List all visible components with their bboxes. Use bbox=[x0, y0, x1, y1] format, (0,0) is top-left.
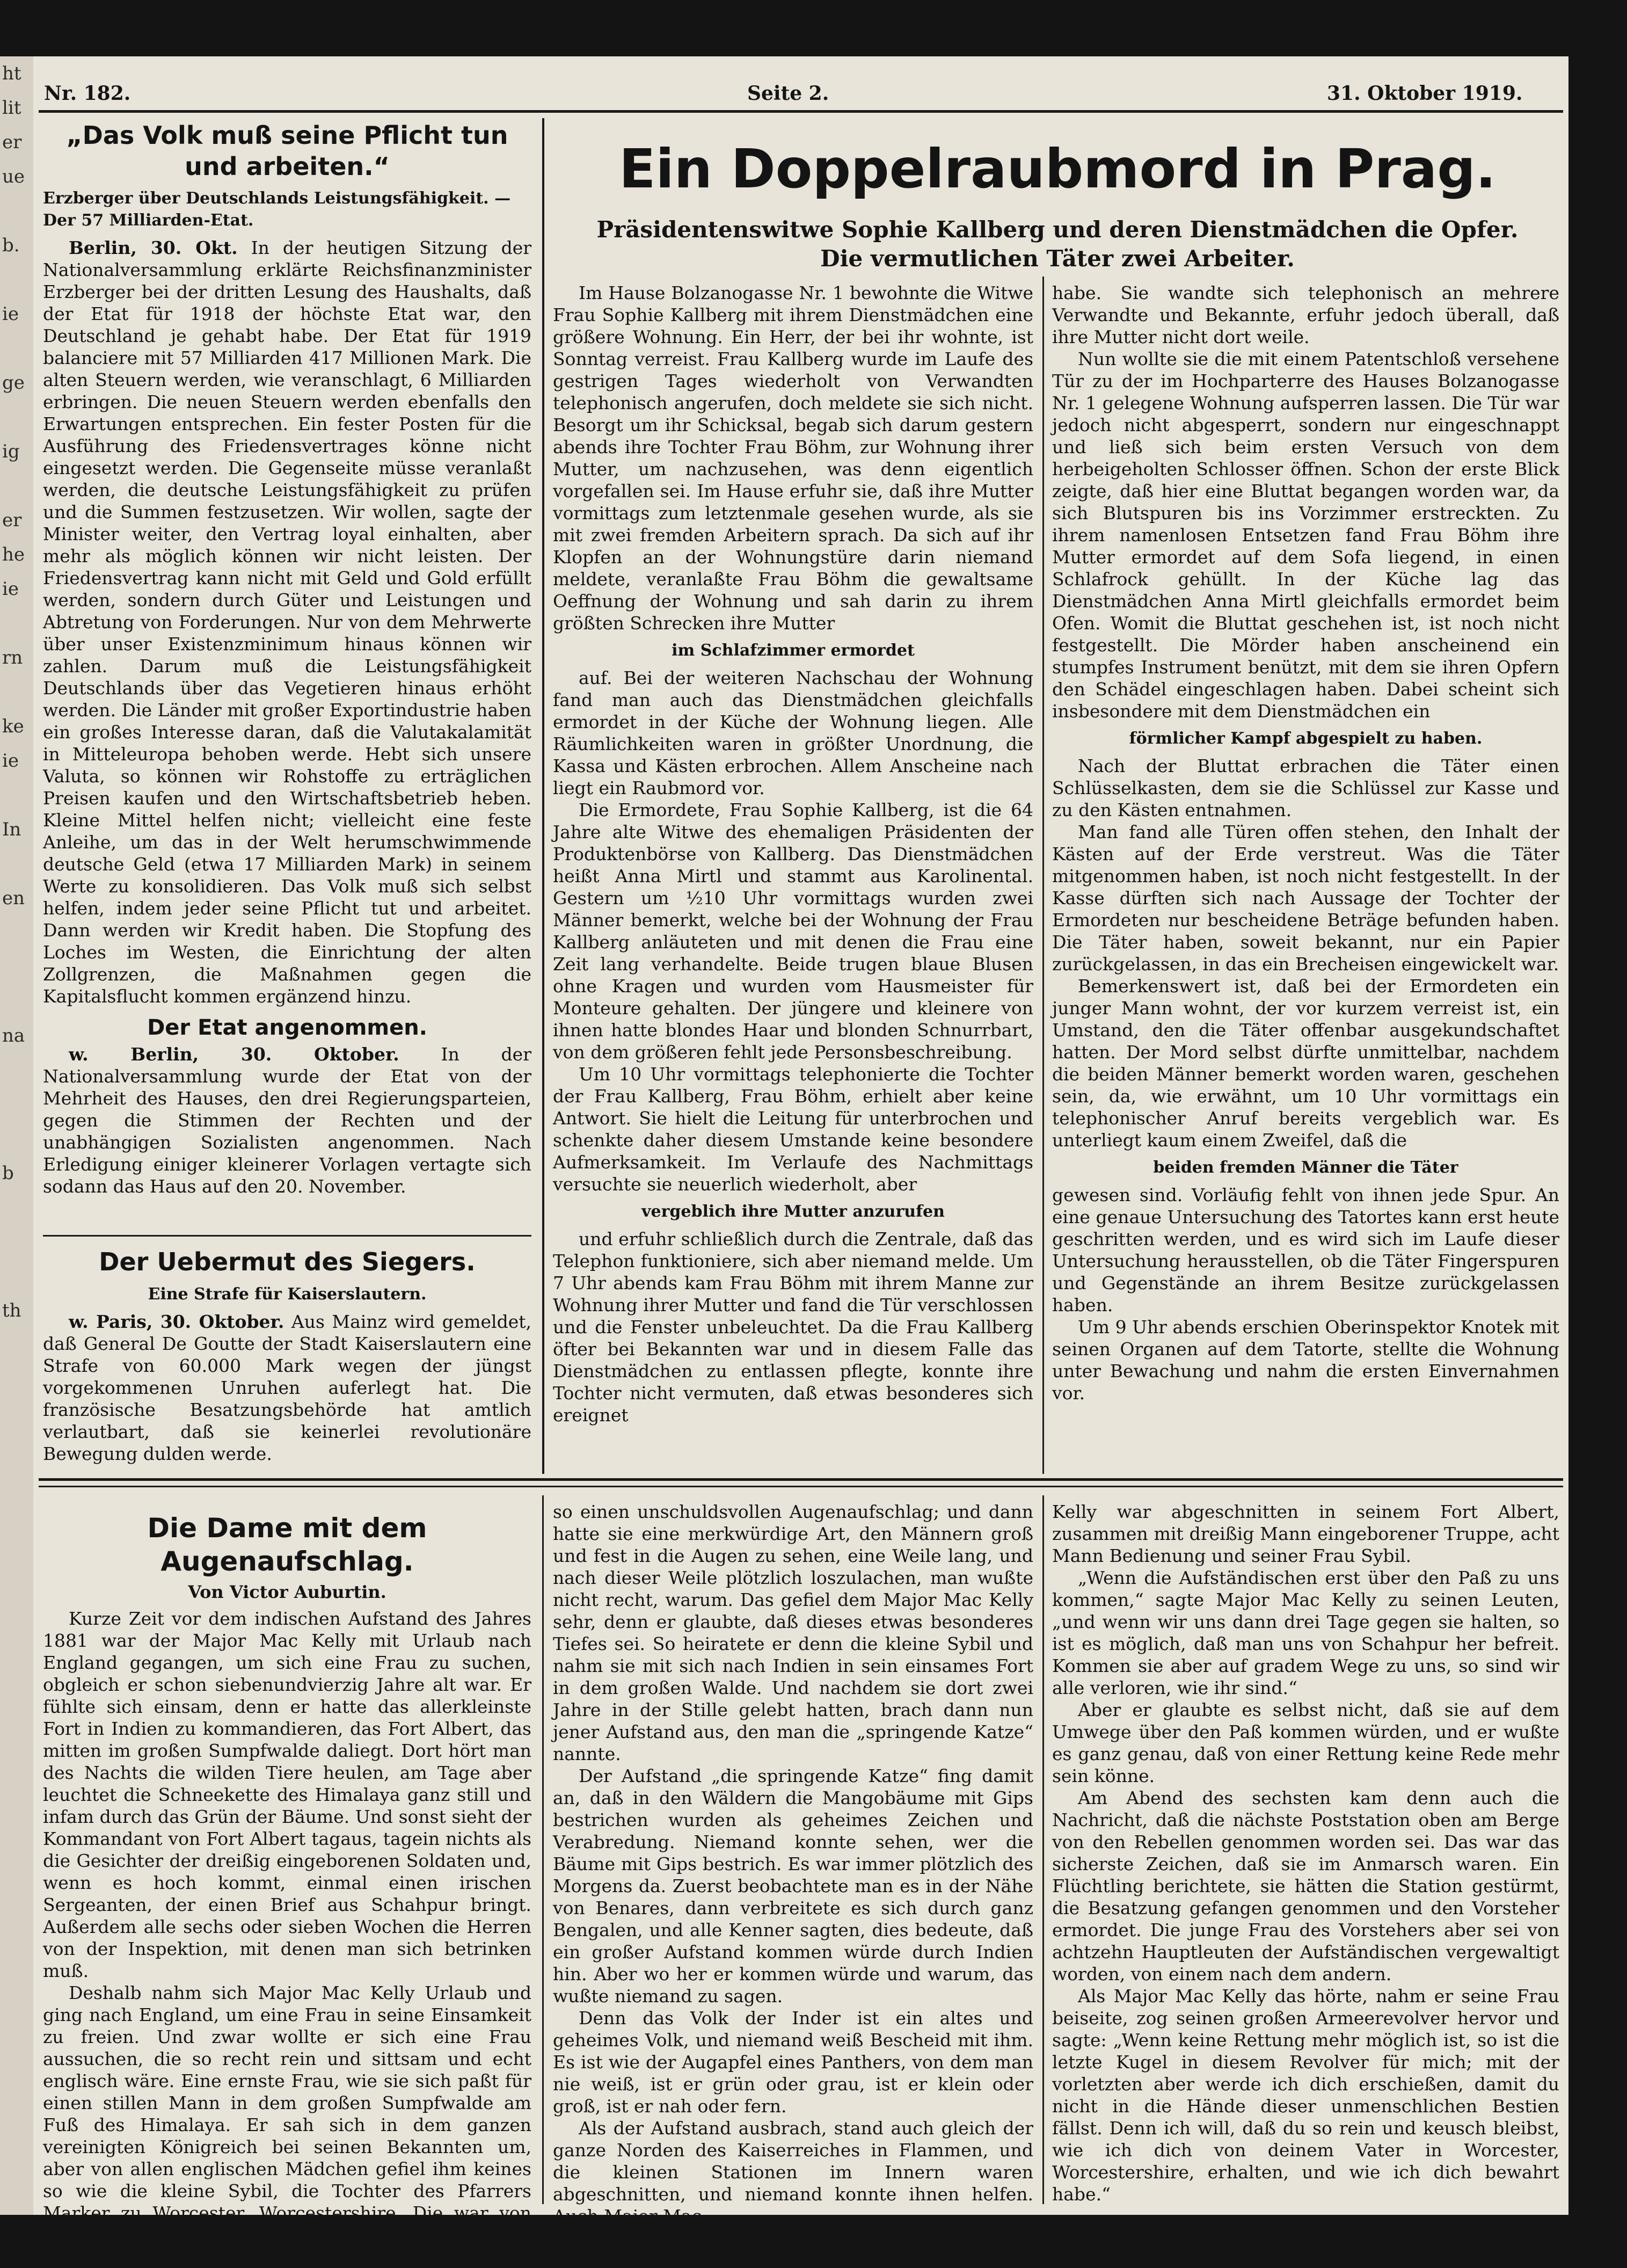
paragraph: Die Ermordete, Frau Sophie Kallberg, ist die 64 Jahre alte Witwe des ehemaligen Präsidenten der Produktenbörse von Kallberg. Das Dienstmädchen heißt Anna Mirtl und stammt aus Karolinental. Gestern um ½10 Uhr vormittags wurden zwei Männer bemerkt, welche bei der Wohnung der Frau Kallberg anläuteten und mit denen die Frau eine Zeit lang verhandelte. Beide trugen blaue Blusen ohne Kragen und wurden vom Hausmeister für Monteure gehalten. Der jüngere und kleinere von ihnen hatte blondes Haar und blonden Schnurrbart, von dem größeren fehlt jede Personsbeschreibung. bbox=[553, 799, 1033, 1063]
scrap-fragment: en bbox=[2, 888, 25, 909]
section-headline: Der Etat angenommen. bbox=[147, 1015, 427, 1040]
article-headline: Die Dame mit dem Augenaufschlag. bbox=[147, 1513, 427, 1577]
article-subheadline: Eine Strafe für Kaiserslautern. bbox=[148, 1285, 427, 1304]
scrap-fragment bbox=[0, 400, 33, 434]
scrap-fragment: na bbox=[2, 1025, 25, 1046]
scrap-fragment bbox=[0, 331, 33, 366]
paragraph: so einen unschuldsvollen Augenaufschlag; und dann hatte sie eine merkwürdige Art, den Männern groß und fest in die Augen zu sehen, eine Weile lang, und nach dieser Weile plötzlich loszulachen, man wußte nicht recht, warum. Das gefiel dem Major Mac Kelly sehr, denn er glaubte, daß dieses etwas besonderes Tiefes sei. So heiratete er denn die kleine Sybil und nahm sie mit sich nach Indien in sein einsames Fort in dem großen Walde. Und nachdem sie dort zwei Jahre in der Stille gelebt hatten, brach dann nun jener Aufstand aus, den man die „springende Katze“ nannte. bbox=[553, 1501, 1033, 1764]
scrap-fragment: ie bbox=[2, 750, 19, 772]
scrap-fragment bbox=[0, 847, 33, 881]
paragraph: gewesen sind. Vorläufig fehlt von ihnen jede Spur. An eine genaue Untersuchung des Tatortes kann erst heute geschritten werden, und es wird sich im Laufe dieser Untersuchung herausstellen, ob die Täter Fingerspuren und Gegenstände an ihrem Besitze zurückgelassen haben. bbox=[1052, 1184, 1559, 1315]
subheading: im Schlafzimmer ermordet bbox=[672, 641, 915, 660]
scrap-fragment bbox=[0, 915, 33, 950]
scrap-fragment bbox=[0, 469, 33, 503]
article-body: In der Nationalversammlung wurde der Etat von der Mehrheit des Hauses, den drei Regierungsparteien, gegen die Stimmen der Rechten und der unabhängigen Sozialisten angenommen. Nach Erledigung einiger kleinerer Vorlagen vertagte sich sodann das Haus auf den 20. November. bbox=[43, 1044, 531, 1197]
scrap-fragment: ie bbox=[2, 578, 19, 600]
scrap-fragment bbox=[0, 1087, 33, 1122]
dame-column-1 bbox=[43, 1501, 531, 2267]
scrap-fragment bbox=[0, 606, 33, 641]
dateline: w. Berlin, 30. Oktober. bbox=[69, 1044, 399, 1065]
scrap-fragment: ht bbox=[2, 63, 21, 84]
scrap-fragment: er bbox=[2, 510, 22, 531]
paragraph: auf. Bei der weiteren Nachschau der Wohnung fand man auch das Dienstmädchen gleichfalls ermordet in der Küche der Wohnung liegen. Alle Räumlichkeiten waren in größter Unordnung, die Kassa und Kästen erbrochen. Allem Anscheine nach liegt ein Raubmord vor. bbox=[553, 667, 1033, 798]
scrap-fragment: he bbox=[2, 544, 25, 565]
newspaper-page bbox=[33, 56, 1568, 2267]
article-sieger bbox=[43, 1246, 531, 1471]
paragraph: „Wenn die Aufständischen erst über den Paß zu uns kommen,“ sagte Major Mac Kelly zu seinen Leuten, „und wenn wir uns dann drei Tage gegen sie halten, so ist es möglich, daß man uns von Schahpur her befreit. Kommen sie aber auf gradem Wege zu uns, so sind wir alle verloren, wie ihr sind.“ bbox=[1052, 1567, 1559, 1698]
scrap-fragment bbox=[0, 1225, 33, 1259]
scrap-fragment: ke bbox=[2, 716, 24, 737]
scrap-fragment bbox=[0, 950, 33, 984]
article-subheadline: Präsidentenswitwe Sophie Kallberg und deren Dienstmädchen die Opfer. bbox=[596, 216, 1519, 243]
article-headline: Der Uebermut des Siegers. bbox=[99, 1247, 476, 1276]
paragraph: Der Aufstand „die springende Katze“ fing damit an, daß in den Wäldern die Mangobäume mit Gips bestrichen wurden als geheimes Zeichen und Verabredung. Niemand konnte sehen, wer die Bäume mit Gips bestrich. Es war immer plötzlich des Morgens da. Zuerst beobachtete man es in der Nähe von Benares, dann verbreitete es sich durch ganz Bengalen, und alle Kenner sagten, dies bedeute, daß ein großer Aufstand kommen würde durch Indien hin. Aber wo her er kommen würde und warum, das wußte niemand zu sagen. bbox=[553, 1765, 1033, 2007]
scrap-fragment bbox=[0, 1190, 33, 1225]
scrap-fragment: rn bbox=[2, 647, 23, 668]
dame-column-3 bbox=[1052, 1501, 1559, 2204]
article-divider bbox=[43, 1235, 531, 1237]
paragraph: Aber er glaubte es selbst nicht, daß sie auf dem Umwege über den Paß kommen würden, und er wußte es ganz genau, daß von einer Rettung keine Rede mehr sein könne. bbox=[1052, 1699, 1559, 1786]
paragraph: Nun wollte sie die mit einem Patentschloß versehene Tür zu der im Hochparterre des Hauses Bolzanogasse Nr. 1 gelegene Wohnung aufsperren lassen. Die Tür war jedoch nicht abgesperrt, sondern nur eingeschnappt und ließ sich beim ersten Versuch von dem herbeigeholten Schlosser öffnen. Schon der erste Blick zeigte, daß hier eine Bluttat begangen worden war, da sich Blutspuren bis ins Vorzimmer erstreckten. Zu ihrem namenlosen Entsetzen fand Frau Böhm ihre Mutter ermordet auf dem Sofa liegend, in einen Schlafrock gehüllt. In der Küche lag das Dienstmädchen Anna Mirtl gleichfalls ermordet beim Ofen. Womit die Bluttat geschehen ist, ist noch nicht festgestellt. Die Mörder haben anscheinend ein stumpfes Instrument benützt, mit dem sie ihren Opfern den Schädel eingeschlagen haben. Dabei scheint sich insbesondere mit dem Dienstmädchen ein bbox=[1052, 348, 1559, 722]
scrap-fragment: ig bbox=[2, 441, 20, 462]
byline: Von Victor Auburtin. bbox=[188, 1582, 386, 1602]
paragraph: Bemerkenswert ist, daß bei der Ermordeten ein junger Mann wohnt, der vor kurzem verreist ist, ein Umstand, den die Täter offenbar ausgekundschaftet hatten. Der Mord selbst dürfte unmittelbar, nachdem die beiden Männer bemerkt worden waren, geschehen sein, da, wie erwähnt, um 10 Uhr vormittags ein telephonischer Anruf bereits vergeblich war. Es unterliegt kaum einem Zweifel, daß die bbox=[1052, 976, 1559, 1151]
dateline: Berlin, 30. Okt. bbox=[69, 237, 238, 258]
article-body: In der heutigen Sitzung der Nationalversammlung erklärte Reichsfinanzminister Erzberger bei der dritten Lesung des Haushalts, daß der Etat für 1918 der höchste Etat war, den Deutschland je gehabt habe. Der Etat für 1919 balanciere mit 57 Milliarden 417 Millionen Mark. Die alten Steuern werden, wie veranschlagt, 6 Milliarden erbringen. Die neuen Steuern werden ebenfalls den Erwartungen entsprechen. Ein fester Posten für die Ausführung des Friedensvertrages könne nicht eingesetzt werden. Die Gegenseite müsse veranlaßt werden, die deutsche Leistungsfähigkeit zu prüfen und die Summen festzusetzen. Wir wollen, sagte der Minister weiter, den Vertrag loyal einhalten, aber mehr als möglich können wir nicht leisten. Der Friedensvertrag kann nicht mit Geld und Gold erfüllt werden, sondern durch Güter und Leistungen und Abtretung von Forderungen. Nur von dem Mehrwerte über unser Existenzminimum hinaus können wir zahlen. Darum muß die Leistungsfähigkeit Deutschlands über das Vegetieren hinaus erhöht werden. Die Länder mit großer Exportindustrie haben ein großes Interesse daran, daß die Valutakalamität in Mitteleuropa behoben werde. Hebt sich unsere Valuta, so können wir Rohstoffe zu erträglichen Preisen kaufen und den Wirtschaftsbetrieb heben. Kleine Mittel helfen nicht; vielleicht eine feste Anleihe, um das in der Welt herumschwimmende deutsche Geld (etwa 17 Milliarden Mark) in seinem Werte zu konsolidieren. Das Volk muß sich selbst helfen, indem jeder seine Pflicht tut und arbeitet. Dann werden wir Kredit haben. Die Stopfung des Loches im Westen, die Einrichtung der alten Zollgrenzen, die Maßnahmen gegen die Kapitalsflucht kommen ergänzend hinzu. bbox=[43, 237, 532, 1007]
header-rule bbox=[39, 110, 1563, 113]
dateline: w. Paris, 30. Oktober. bbox=[69, 1311, 284, 1332]
paragraph: Kelly war abgeschnitten in seinem Fort Albert, zusammen mit dreißig Mann eingeborener Truppe, acht Mann Bedienung und seiner Frau Sybil. bbox=[1052, 1501, 1559, 1566]
raubmord-column-1 bbox=[553, 282, 1033, 1463]
column-divider bbox=[542, 118, 544, 1474]
article-body: Aus Mainz wird gemeldet, daß General De Goutte der Stadt Kaiserslautern eine Strafe von 60.000 Mark wegen der jüngst vorgekommenen Unruhen auferlegt hat. Die französische Besatzungsbehörde hat amtlich verlautbart, daß sie keinerlei revolutionäre Bewegung dulden werde. bbox=[43, 1311, 531, 1464]
scrap-fragment bbox=[0, 778, 33, 812]
scrap-fragment: ie bbox=[2, 303, 19, 325]
scrap-fragment: er bbox=[2, 132, 22, 153]
subheading: vergeblich ihre Mutter anzurufen bbox=[641, 1202, 945, 1221]
paragraph: Am Abend des sechsten kam denn auch die Nachricht, daß die nächste Poststation oben am Berge von den Rebellen genommen worden sei. Das war das sicherste Zeichen, daß sie im Anmarsch waren. Ein Flüchtling berichtete, sie hätten die Station gestürmt, die Besatzung gefangen genommen und den Vorsteher ermordet. Die junge Frau des Vorstehers aber sei von achtzehn Hauptleuten der Aufständischen vergewaltigt worden, von einem nach dem andern. bbox=[1052, 1787, 1559, 1985]
issue-number: Nr. 182. bbox=[44, 82, 131, 105]
feuilleton-rule bbox=[39, 1486, 1563, 1487]
scrap-fragment: lit bbox=[2, 97, 21, 119]
paragraph: Im Hause Bolzanogasse Nr. 1 bewohnte die Witwe Frau Sophie Kallberg mit ihrem Dienstmädchen eine größere Wohnung. Ein Herr, der bei ihr wohnte, ist Sonntag verreist. Frau Kallberg wurde im Laufe des gestrigen Tages wiederholt von Verwandten telephonisch angerufen, doch meldete sie sich nicht. Besorgt um ihr Schicksal, begab sich darum gestern abends ihre Tochter Frau Böhm, zur Wohnung ihrer Mutter, um nachzusehen, was denn eigentlich vorgefallen sei. Im Hause erfuhr sie, daß ihre Mutter vormittags zum letztenmale gesehen wurde, als sie mit zwei fremden Arbeitern sprach. Da sich auf ihr Klopfen an der Wohnungstüre darin niemand meldete, veranlaßte Frau Böhm die gewaltsame Oeffnung der Wohnung und sah darin zu ihrem größten Schrecken ihre Mutter bbox=[553, 282, 1033, 634]
scrap-fragment: th bbox=[2, 1300, 21, 1321]
raubmord-column-2 bbox=[1052, 282, 1559, 1463]
scrap-fragment: In bbox=[2, 819, 21, 840]
article-headline: Ein Doppelraubmord in Prag. bbox=[619, 137, 1496, 200]
page-label: Seite 2. bbox=[747, 82, 829, 105]
paragraph: Als der Aufstand ausbrach, stand auch gleich der ganze Norden des Kaiserreiches in Flammen, und die kleinen Stationen im Innern waren abgeschnitten, und niemand konnte ihnen helfen. Auch Major Mac bbox=[553, 2118, 1033, 2227]
paragraph: Kurze Zeit vor dem indischen Aufstand des Jahres 1881 war der Major Mac Kelly mit Urlaub nach England gegangen, um sich eine Frau zu suchen, obgleich er schon siebenundvierzig Jahre alt war. Er fühlte sich einsam, denn er hatte das allerkleinste Fort in Indien zu kommandieren, das Fort Albert, das mitten im großen Sumpfwalde daliegt. Dort hört man des Nachts die wilden Tiere heulen, am Tage aber leuchtet die Schneekette des Himalaya ganz still und infam durch das Grün der Bäume. Und sonst sieht der Kommandant von Fort Albert tagaus, tagein nichts als die Gesichter der dreißig eingeborenen Soldaten und, wenn es hoch kommt, einmal einen irischen Sergeanten, der einen Brief aus Schahpur bringt. Außerdem alle sechs oder sieben Wochen die Herren von der Inspektion, mit denen man sich betrinken muß. bbox=[43, 1608, 531, 1981]
paragraph: Um 10 Uhr vormittags telephonierte die Tochter der Frau Kallberg, Frau Böhm, erhielt aber keine Antwort. Sie hielt die Leitung für unterbrochen und schenkte daher diesem Umstande keine besondere Aufmerksamkeit. Im Verlaufe des Nachmittags versuchte sie neuerlich wiederholt, aber bbox=[553, 1064, 1033, 1195]
scrap-fragment: b. bbox=[2, 235, 20, 256]
scrap-fragment bbox=[0, 1259, 33, 1293]
scrap-fragment: b bbox=[2, 1162, 14, 1184]
paragraph: habe. Sie wandte sich telephonisch an mehrere Verwandte und Bekannte, erfuhr jedoch überall, daß ihre Mutter nicht dort weile. bbox=[1052, 282, 1559, 347]
paragraph: Denn das Volk der Inder ist ein altes und geheimes Volk, und niemand weiß Bescheid mit ihm. Es ist wie der Augapfel eines Panthers, von dem man nie weiß, ist er grün oder grau, ist er klein oder groß, ist er nah oder fern. bbox=[553, 2008, 1033, 2117]
dame-column-2 bbox=[553, 1501, 1033, 2227]
article-subheadline: Die vermutlichen Täter zwei Arbeiter. bbox=[820, 245, 1295, 272]
scrap-fragment bbox=[0, 1053, 33, 1087]
scrap-fragment bbox=[0, 1122, 33, 1156]
subheading: beiden fremden Männer die Täter bbox=[1153, 1158, 1458, 1177]
column-divider bbox=[542, 1495, 544, 2204]
paragraph: Deshalb nahm sich Major Mac Kelly Urlaub und ging nach England, um eine Frau in seine Einsamkeit zu freien. Und zwar wollte er sich eine Frau aussuchen, die so recht rein und sittsam und echt englisch wäre. Eine ernste Frau, wie sie sich paßt für einen stillen Mann in dem großen Sumpfwalde am Fuß des Himalaya. Er sah sich in dem ganzen vereinigten Königreich bei seinen Bekannten um, aber von allen englischen Mädchen gefiel ihm keines so wie die kleine Sybil, die Tochter des Pfarrers Marker zu Worcester, Worcestershire. Die war von allen die Reinste und die Heiligste, meinte Major Mac Kelly. Sie hatte bbox=[43, 1982, 531, 2267]
scrap-fragment bbox=[0, 675, 33, 709]
issue-date: 31. Oktober 1919. bbox=[1327, 82, 1523, 105]
scrap-fragment: ue bbox=[2, 166, 25, 187]
adjacent-page-scrap bbox=[0, 56, 33, 2215]
paragraph: und erfuhr schließlich durch die Zentrale, daß das Telephon funktioniere, sich aber niemand melde. Um 7 Uhr abends kam Frau Böhm mit ihrem Manne zur Wohnung ihrer Mutter und fand die Tür verschlossen und die Fenster unbeleuchtet. Da die Frau Kallberg öfter bei Bekannten war und in diesem Falle das Dienstmädchen zu entlassen pflegte, konnte ihre Tochter nicht vermuten, daß etwas besonderes sich ereignet bbox=[553, 1229, 1033, 1426]
scrap-fragment bbox=[0, 984, 33, 1019]
article-etat bbox=[43, 120, 531, 1263]
paragraph: Als Major Mac Kelly das hörte, nahm er seine Frau beiseite, zog seinen großen Armeerevolver hervor und sagte: „Wenn keine Rettung mehr möglich ist, so ist die letzte Kugel in diesem Revolver für mich; mit der vorletzten aber werde ich dich erschießen, damit du nicht in die Hände dieser unmenschlichen Bestien fällst. Denn ich will, daß du so rein und keusch bleibst, wie ich dich von deinem Vater in Worcester, Worcestershire, erhalten, und wie ich dich bewahrt habe.“ bbox=[1052, 1986, 1559, 2205]
paragraph: Nach der Bluttat erbrachen die Täter einen Schlüsselkasten, dem sie die Schlüssel zur Kasse und zu den Kästen entnahmen. bbox=[1052, 755, 1559, 820]
column-divider bbox=[1042, 277, 1044, 1474]
scrap-fragment: ge bbox=[2, 372, 25, 394]
scrap-fragment bbox=[0, 194, 33, 228]
feuilleton-rule bbox=[39, 1478, 1563, 1481]
subheading: förmlicher Kampf abgespielt zu haben. bbox=[1129, 729, 1483, 748]
column-divider bbox=[1042, 1495, 1044, 2204]
scrap-fragment bbox=[0, 263, 33, 297]
paragraph: Um 9 Uhr abends erschien Oberinspektor Knotek mit seinen Organen auf dem Tatorte, stellte die Wohnung unter Bewachung und nahm die ersten Einvernahmen vor. bbox=[1052, 1317, 1559, 1404]
article-subheadline: Erzberger über Deutschlands Leistungsfähigkeit. — Der 57 Milliarden-Etat. bbox=[43, 189, 511, 230]
article-headline: „Das Volk muß seine Pflicht tun und arbeiten.“ bbox=[66, 121, 508, 181]
paragraph: Man fand alle Türen offen stehen, den Inhalt der Kästen auf der Erde verstreut. Was die Täter mitgenommen haben, ist noch nicht festgestellt. In der Kasse dürften sich nach Aussage der Tochter der Ermordeten nur bescheidene Beträge befunden haben. Die Täter haben, soweit bekannt, nur ein Papier zurückgelassen, in das ein Brecheisen eingewickelt war. bbox=[1052, 822, 1559, 975]
